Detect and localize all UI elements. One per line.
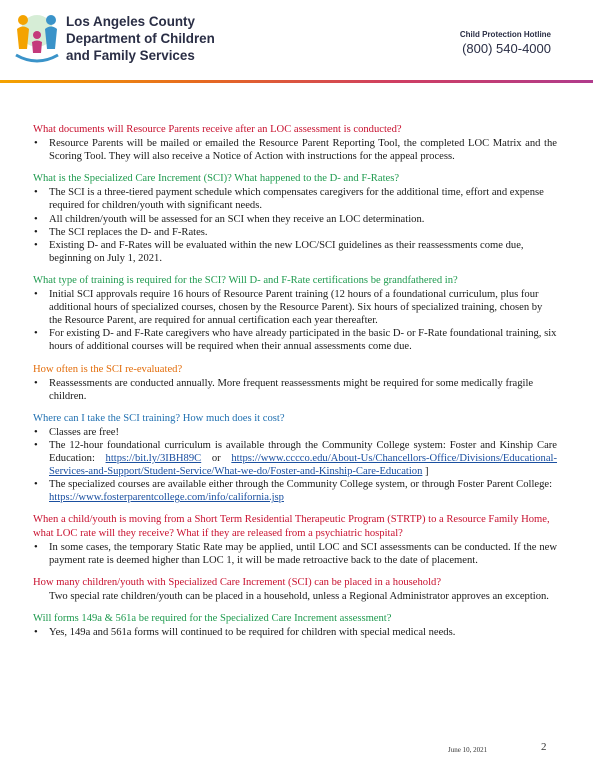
list-item-text: For existing D- and F-Rate caregivers who have already participated in the basic D- or F-Rate foundational training, six hours of additional courses will be required when their annual assessments come due.	[49, 328, 557, 353]
list-item: • The 12-hour foundational curriculum is available through the Community College system: Foster and Kinship Care Education: https://bit.ly/3IBH89C or https://www.cccco.edu/About-Us/Chancellors-Office/Divisions/Educational-Services-and-Support/Student-Service/What-we-do/Foster-and-Kinship-Care-Education ]	[34, 439, 558, 478]
faq-section-sci	[33, 172, 557, 265]
list-item-text: The specialized courses are available either through the Community College system, or through Foster Parent College:	[49, 479, 553, 491]
list-item-text: Classes are free!	[49, 426, 119, 438]
footer-date: June 10, 2021	[448, 746, 488, 754]
hotline-number: (800) 540-4000	[462, 41, 551, 56]
organization-name	[66, 13, 215, 64]
question-heading: What is the Specialized Care Increment (SCI)? What happened to the D- and F-Rates?	[33, 173, 400, 185]
cccco-education-link[interactable]: https://www.cccco.edu/About-Us/Chancellors-Office/Divisions/Educational-Services-and-Support/Student-Service/What-we-do/Foster-and-Kinship-Care-Education	[49, 453, 558, 478]
answer-list	[33, 377, 557, 403]
list-item: • Reassessments are conducted annually. More frequent reassessments might be required for some medically fragile children.	[34, 377, 534, 402]
question-heading: What type of training is required for the SCI? Will D- and F-Rate certifications be grandfathered in?	[33, 274, 458, 286]
list-item: • All children/youth will be assessed for an SCI when they receive an LOC determination.	[34, 213, 425, 225]
question-heading: When a child/youth is moving from a Short Term Residential Therapeutic Program (STRTP) to a Resource Family Home, what LOC rate will they receive? What if they are released from a psychiatric hospital?	[33, 514, 550, 539]
list-item: • Resource Parents will be mailed or emailed the Resource Parent Reporting Tool, the completed LOC Matrix and the Scoring Tool. They will also receive a Notice of Action with instructions for the appeal process.	[34, 138, 557, 163]
hotline-block	[460, 29, 551, 57]
faq-section-where-training	[33, 412, 557, 505]
org-line-2: Department of Children	[66, 31, 215, 46]
faq-section-strtp	[33, 513, 557, 566]
list-item: • The SCI replaces the D- and F-Rates.	[34, 226, 208, 238]
hotline-label: Child Protection Hotline	[459, 30, 551, 39]
list-item: • In some cases, the temporary Static Rate may be applied, until LOC and SCI assessments can be conducted. If the new payment rate is deemed higher than LOC 1, it will be made retroactive back to the date of placement.	[34, 541, 557, 566]
closing-bracket: ]	[422, 466, 429, 478]
org-line-3: and Family Services	[66, 48, 195, 63]
question-heading: Will forms 149a & 561a be required for the Specialized Care Increment assessment?	[33, 613, 392, 624]
list-item-text: Reassessments are conducted annually. More frequent reassessments might be required for some medically fragile children.	[49, 377, 534, 402]
dcfs-family-logo-icon	[14, 11, 60, 65]
faq-section-household	[33, 576, 557, 603]
answer-list	[33, 137, 557, 163]
question-heading: Where can I take the SCI training? How much does it cost?	[33, 412, 285, 424]
list-item-text: In some cases, the temporary Static Rate may be applied, until LOC and SCI assessments can be conducted. If the new payment rate is deemed higher than LOC 1, it will be made retroactive back to the date of placement.	[49, 541, 557, 566]
answer-list	[33, 626, 557, 639]
question-heading: What documents will Resource Parents receive after an LOC assessment is conducted?	[33, 124, 402, 135]
page-header	[0, 0, 593, 80]
page-number: 2	[541, 741, 547, 753]
list-item-text: Initial SCI approvals require 16 hours of Resource Parent training (12 hours of a foundational curriculum, plus four additional hours of specialized courses, chosen by the Resource Parent). Six hours of specialized training, chosen by the Resource Parent, are required for annual certification each year thereafter.	[49, 289, 543, 327]
answer-list	[33, 288, 557, 353]
list-item-text: All children/youth will be assessed for an SCI when they receive an LOC determination.	[49, 213, 425, 225]
list-item: • The SCI is a three-tiered payment schedule which compensates caregivers for the additional time, effort and expense required for children/youth with significant needs.	[34, 187, 544, 212]
faq-section-documents	[33, 123, 557, 163]
faq-section-training	[33, 274, 557, 354]
answer-list	[33, 186, 557, 265]
org-line-1: Los Angeles County	[66, 14, 195, 29]
list-item: • Yes, 149a and 561a forms will continued to be required for children with special medical needs.	[34, 627, 456, 639]
faq-section-reevaluation	[33, 363, 557, 403]
faq-content	[33, 123, 557, 648]
foster-kinship-shortlink[interactable]: https://bit.ly/3IBH89C	[105, 453, 202, 465]
answer-paragraph: Two special rate children/youth can be placed in a household, unless a Regional Administrator approves an exception.	[49, 590, 549, 602]
answer-list	[33, 426, 557, 505]
list-item-text: The SCI replaces the D- and F-Rates.	[49, 226, 208, 238]
list-item-text: Resource Parents will be mailed or emailed the Resource Parent Reporting Tool, the completed LOC Matrix and the Scoring Tool. They will also receive a Notice of Action with instructions for the appeal process.	[49, 138, 557, 163]
link-separator: or	[201, 453, 232, 465]
list-item: • Classes are free!	[34, 426, 119, 438]
question-heading: How many children/youth with Specialized Care Increment (SCI) can be placed in a household?	[33, 576, 442, 588]
list-item-text: The SCI is a three-tiered payment schedule which compensates caregivers for the additional time, effort and expense required for children/youth with significant needs.	[49, 187, 544, 212]
header-divider	[0, 80, 593, 83]
list-item: • The specialized courses are available either through the Community College system, or through Foster Parent College: https://www.fosterparentcollege.com/info/california.jsp	[34, 479, 553, 504]
question-heading: How often is the SCI re-evaluated?	[33, 363, 183, 375]
list-item: • Initial SCI approvals require 16 hours of Resource Parent training (12 hours of a foundational curriculum, plus four additional hours of specialized courses, chosen by the Resource Parent). Six hours of specialized training, chosen by the Resource Parent, are required for annual certification each year thereafter.	[34, 289, 543, 327]
list-item: • For existing D- and F-Rate caregivers who have already participated in the basic D- or F-Rate foundational training, six hours of additional courses will be required when their annual assessments come due.	[34, 328, 557, 353]
list-item: • Existing D- and F-Rates will be evaluated within the new LOC/SCI guidelines as their reassessments come due, beginning on July 1, 2021.	[34, 239, 524, 264]
list-item-text: Yes, 149a and 561a forms will continued to be required for children with special medical needs.	[49, 627, 456, 639]
answer-list	[33, 541, 557, 567]
foster-parent-college-link[interactable]: https://www.fosterparentcollege.com/info/california.jsp	[49, 492, 284, 504]
list-item-text: The 12-hour foundational curriculum is available through the Community College system: Foster and Kinship Care Education:	[49, 439, 557, 465]
list-item-text: Existing D- and F-Rates will be evaluated within the new LOC/SCI guidelines as their reassessments come due, beginning on July 1, 2021.	[49, 239, 524, 264]
faq-section-forms	[33, 612, 557, 639]
